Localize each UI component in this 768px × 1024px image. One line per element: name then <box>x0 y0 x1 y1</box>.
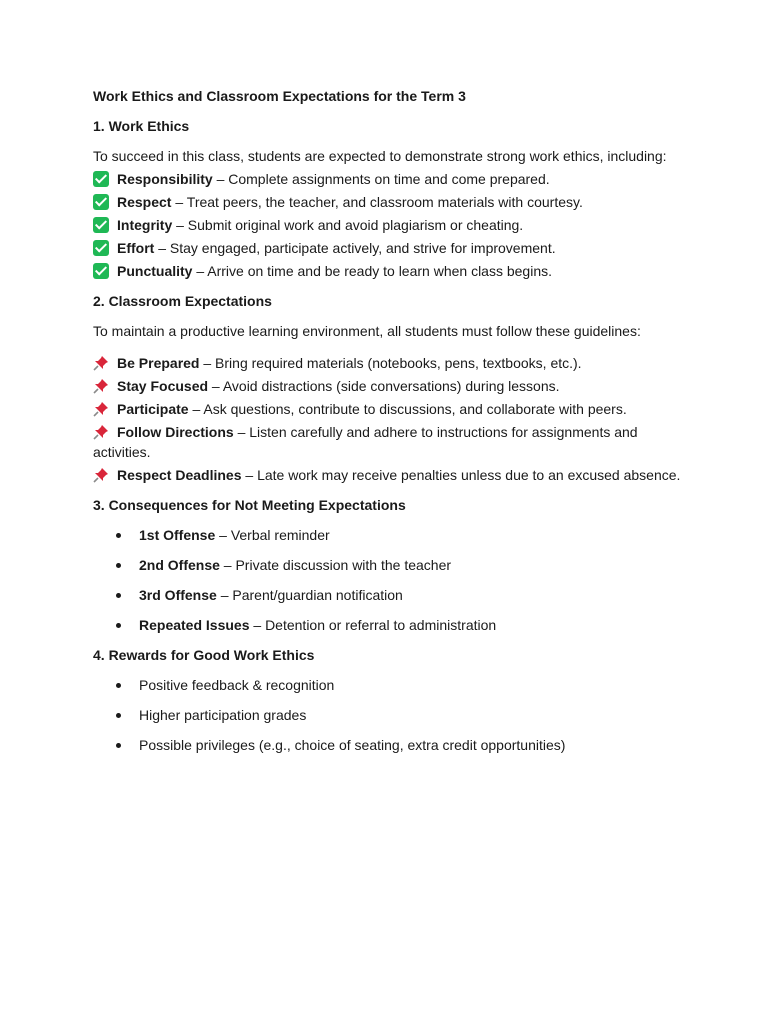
pushpin-icon <box>93 401 109 417</box>
item-term: Effort <box>117 240 155 256</box>
bullet-icon <box>116 563 121 568</box>
check-mark-icon <box>93 240 109 256</box>
list-item <box>93 525 683 545</box>
check-mark-icon <box>93 217 109 233</box>
list-item <box>93 169 683 189</box>
list-item <box>93 705 683 725</box>
item-text: Positive feedback & recognition <box>139 677 335 693</box>
item-text: – Ask questions, contribute to discussions, and collaborate with peers. <box>188 401 627 417</box>
item-text: – Parent/guardian notification <box>216 587 403 603</box>
item-text: – Stay engaged, participate actively, and strive for improvement. <box>154 240 556 256</box>
section-heading-consequences: 3. Consequences for Not Meeting Expectations <box>93 497 406 513</box>
item-term: Repeated Issues <box>139 617 250 633</box>
bullet-icon <box>116 743 121 748</box>
item-term: 3rd Offense <box>139 587 217 603</box>
consequences-list <box>93 525 683 635</box>
pushpin-icon <box>93 424 109 440</box>
list-item <box>93 555 683 575</box>
item-term: Follow Directions <box>117 424 234 440</box>
list-item <box>93 353 683 373</box>
list-item <box>93 615 683 635</box>
bullet-icon <box>116 533 121 538</box>
list-item <box>93 585 683 605</box>
item-term: Participate <box>117 401 189 417</box>
item-text: – Late work may receive penalties unless due to an excused absence. <box>241 467 681 483</box>
item-text: – Private discussion with the teacher <box>219 557 452 573</box>
list-item <box>93 735 683 755</box>
item-text: – Bring required materials (notebooks, pens, textbooks, etc.). <box>199 355 582 371</box>
item-text: – Treat peers, the teacher, and classroom materials with courtesy. <box>171 194 583 210</box>
item-term: Respect Deadlines <box>117 467 242 483</box>
bullet-icon <box>116 683 121 688</box>
section-heading-work-ethics: 1. Work Ethics <box>93 118 190 134</box>
item-text: – Listen carefully and adhere to instructions for assignments and activities. <box>93 424 638 460</box>
section-intro: To maintain a productive learning environment, all students must follow these guidelines: <box>93 323 641 339</box>
item-term: Integrity <box>117 217 173 233</box>
bullet-icon <box>116 713 121 718</box>
item-text: – Submit original work and avoid plagiarism or cheating. <box>172 217 524 233</box>
list-item <box>93 261 683 281</box>
list-item <box>93 376 683 396</box>
item-term: Responsibility <box>117 171 213 187</box>
item-text: – Complete assignments on time and come prepared. <box>212 171 550 187</box>
section-intro: To succeed in this class, students are expected to demonstrate strong work ethics, including: <box>93 148 667 164</box>
list-item <box>93 399 683 419</box>
item-text: – Verbal reminder <box>215 527 330 543</box>
pushpin-icon <box>93 467 109 483</box>
check-mark-icon <box>93 194 109 210</box>
work-ethics-list <box>93 169 683 281</box>
item-term: Be Prepared <box>117 355 200 371</box>
list-item <box>93 675 683 695</box>
check-mark-icon <box>93 263 109 279</box>
classroom-expectations-list <box>93 353 683 485</box>
pushpin-icon <box>93 378 109 394</box>
item-text: – Detention or referral to administration <box>249 617 497 633</box>
check-mark-icon <box>93 171 109 187</box>
list-item <box>93 238 683 258</box>
list-item <box>93 192 683 212</box>
item-term: 2nd Offense <box>139 557 220 573</box>
item-text: Higher participation grades <box>139 707 307 723</box>
section-heading-classroom-expectations: 2. Classroom Expectations <box>93 293 272 309</box>
document-title: Work Ethics and Classroom Expectations for the Term 3 <box>93 88 466 104</box>
pushpin-icon <box>93 355 109 371</box>
bullet-icon <box>116 593 121 598</box>
document-body <box>93 86 683 755</box>
list-item <box>93 215 683 235</box>
list-item <box>93 465 683 485</box>
list-item <box>93 422 683 462</box>
item-term: 1st Offense <box>139 527 216 543</box>
bullet-icon <box>116 623 121 628</box>
item-term: Stay Focused <box>117 378 209 394</box>
item-text: – Arrive on time and be ready to learn when class begins. <box>192 263 553 279</box>
item-term: Punctuality <box>117 263 193 279</box>
rewards-list <box>93 675 683 755</box>
item-text: Possible privileges (e.g., choice of seating, extra credit opportunities) <box>139 737 566 753</box>
item-text: – Avoid distractions (side conversations) during lessons. <box>208 378 560 394</box>
item-term: Respect <box>117 194 172 210</box>
section-heading-rewards: 4. Rewards for Good Work Ethics <box>93 647 315 663</box>
